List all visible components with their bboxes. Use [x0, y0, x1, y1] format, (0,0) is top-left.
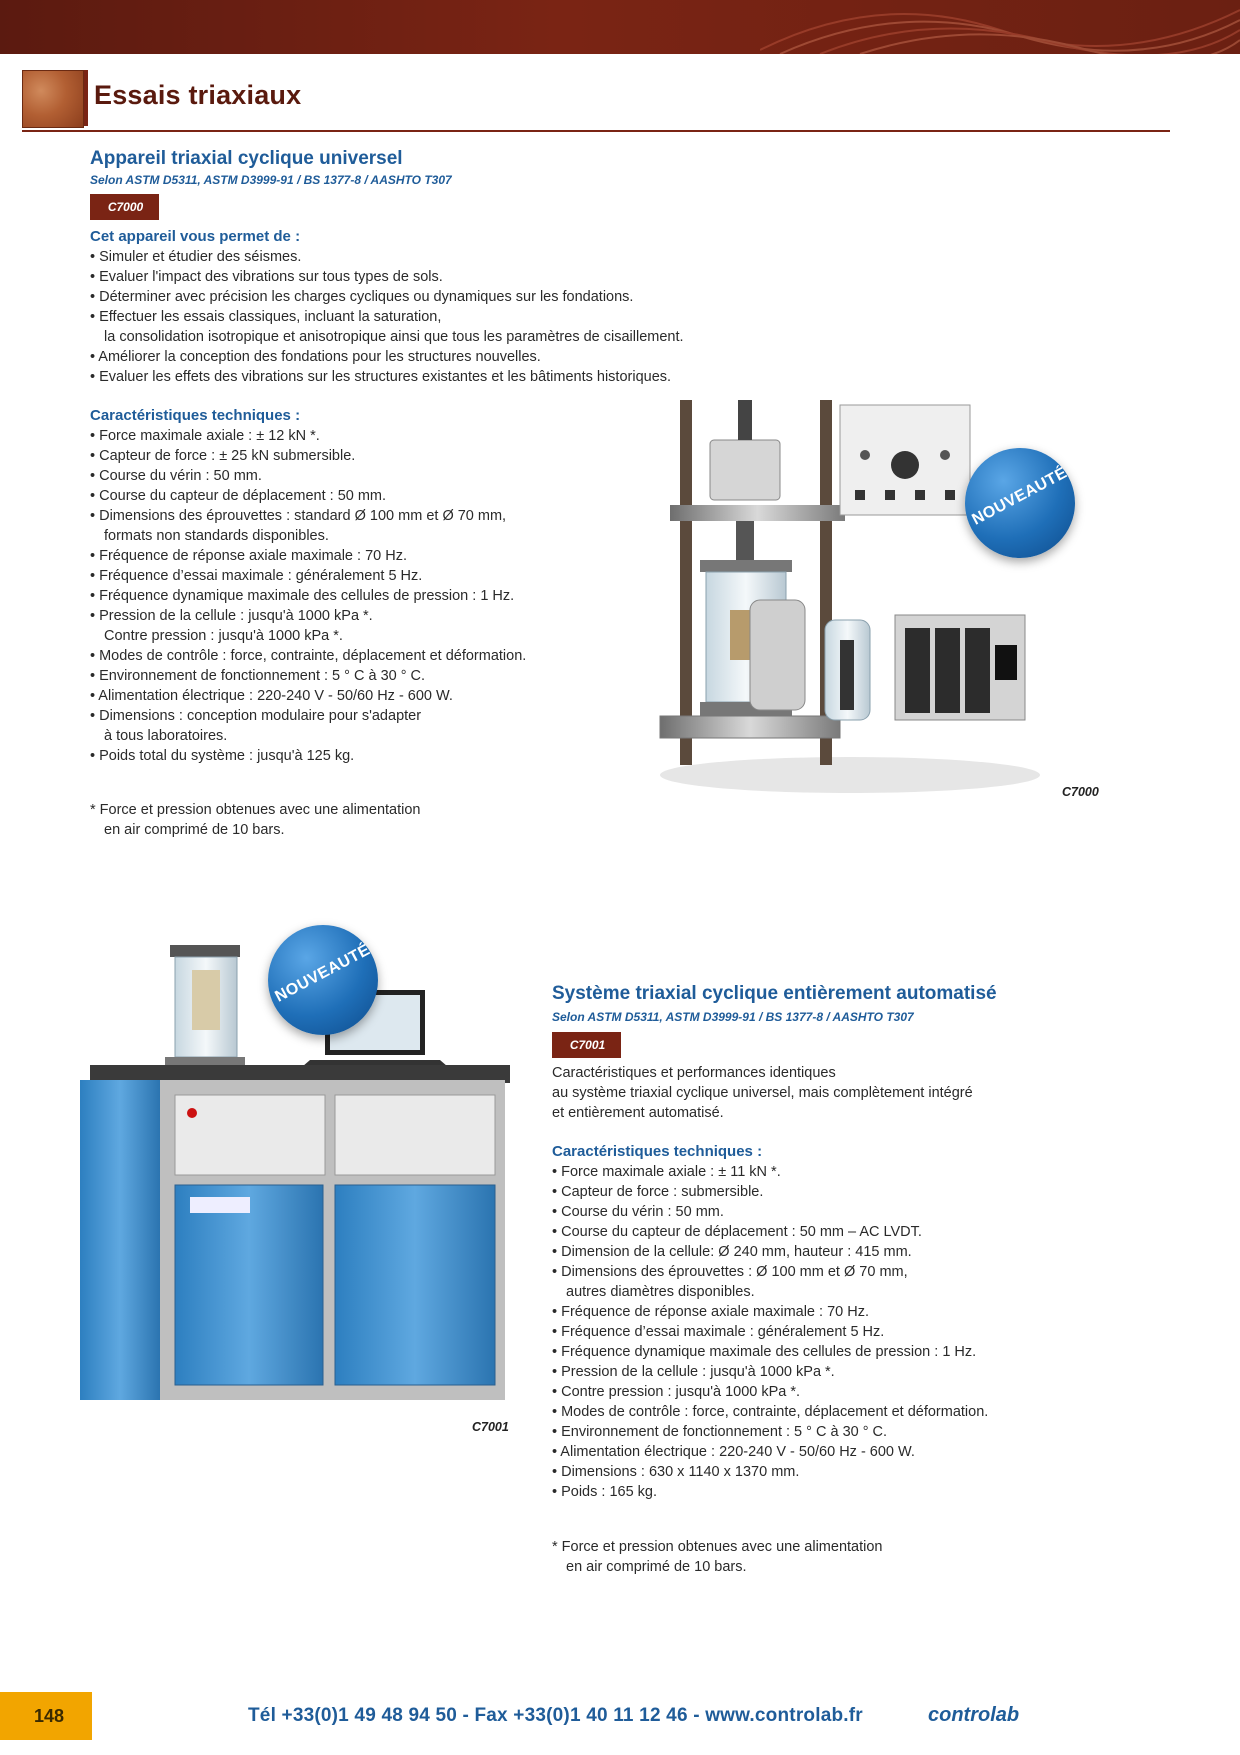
product1-intro-heading: Cet appareil vous permet de : — [90, 228, 301, 245]
list-item: • Force maximale axiale : ± 11 kN *. — [552, 1164, 781, 1180]
list-item: • Fréquence d’essai maximale : généralement 5 Hz. — [552, 1324, 885, 1340]
new-badge-product2 — [268, 925, 378, 1035]
list-item: • Fréquence de réponse axiale maximale : 70 Hz. — [552, 1304, 869, 1320]
product1-title: Appareil triaxial cyclique universel — [90, 148, 403, 169]
product2-specs-list — [552, 1162, 988, 1502]
product1-specs-heading: Caractéristiques techniques : — [90, 407, 301, 424]
product2-desc-line1: Caractéristiques et performances identiques — [552, 1065, 836, 1081]
list-item: • Pression de la cellule : jusqu'à 1000 kPa *. — [90, 608, 373, 624]
product2-note-line1: * Force et pression obtenues avec une alimentation — [552, 1539, 883, 1555]
list-item: • Alimentation électrique : 220-240 V - 50/60 Hz - 600 W. — [90, 688, 453, 704]
product1-image-caption: C7000 — [1062, 785, 1099, 799]
list-item: • Alimentation électrique : 220-240 V - 50/60 Hz - 600 W. — [552, 1444, 915, 1460]
product1-intro-list — [90, 247, 684, 387]
list-item: • Course du vérin : 50 mm. — [90, 468, 262, 484]
footer-contact: Tél +33(0)1 49 48 94 50 - Fax +33(0)1 40 11 12 46 - www.controlab.fr — [248, 1705, 863, 1726]
list-item: • Evaluer l'impact des vibrations sur tous types de sols. — [90, 269, 443, 285]
list-item: • Dimensions : 630 x 1140 x 1370 mm. — [552, 1464, 800, 1480]
product1-specs-list — [90, 426, 526, 766]
list-item: • Effectuer les essais classiques, incluant la saturation, — [90, 309, 442, 325]
page-title: Essais triaxiaux — [94, 80, 302, 110]
list-item: • Course du vérin : 50 mm. — [552, 1204, 724, 1220]
product2-desc-line3: et entièrement automatisé. — [552, 1105, 724, 1121]
product2-image-caption: C7001 — [472, 1420, 509, 1434]
product1-note-line2: en air comprimé de 10 bars. — [104, 822, 285, 838]
list-item: • Course du capteur de déplacement : 50 mm – AC LVDT. — [552, 1224, 922, 1240]
product1-note-line1: * Force et pression obtenues avec une alimentation — [90, 802, 421, 818]
list-item: Contre pression : jusqu'à 1000 kPa *. — [104, 628, 343, 644]
page-number: 148 — [34, 1706, 65, 1726]
list-item: • Contre pression : jusqu'à 1000 kPa *. — [552, 1384, 801, 1400]
list-item: • Course du capteur de déplacement : 50 mm. — [90, 488, 387, 504]
list-item: • Pression de la cellule : jusqu'à 1000 kPa *. — [552, 1364, 835, 1380]
product2-title: Système triaxial cyclique entièrement automatisé — [552, 983, 997, 1004]
list-item: • Dimensions des éprouvettes : standard Ø 100 mm et Ø 70 mm, — [90, 508, 507, 524]
product2-standards: Selon ASTM D5311, ASTM D3999-91 / BS 1377-8 / AASHTO T307 — [552, 1010, 914, 1024]
list-item: • Capteur de force : ± 25 kN submersible. — [90, 448, 356, 464]
list-item: • Environnement de fonctionnement : 5 ° C à 30 ° C. — [90, 668, 426, 684]
product2-ref-badge: C7001 — [552, 1032, 621, 1058]
list-item: • Améliorer la conception des fondations pour les structures nouvelles. — [90, 349, 541, 365]
list-item: formats non standards disponibles. — [104, 528, 329, 544]
badge-label: NOUVEAUTÉ — [272, 941, 374, 1006]
new-badge-product1 — [965, 448, 1075, 558]
footer-logo: controlab — [928, 1704, 1020, 1726]
list-item: • Déterminer avec précision les charges cycliques ou dynamiques sur les fondations. — [90, 289, 634, 305]
product2-note-line2: en air comprimé de 10 bars. — [566, 1559, 747, 1575]
title-accent-bar — [84, 70, 88, 126]
list-item: • Simuler et étudier des séismes. — [90, 249, 302, 265]
list-item: • Fréquence dynamique maximale des cellules de pression : 1 Hz. — [552, 1344, 977, 1360]
list-item: • Fréquence d’essai maximale : généralement 5 Hz. — [90, 568, 423, 584]
list-item: • Dimension de la cellule: Ø 240 mm, hauteur : 415 mm. — [552, 1244, 912, 1260]
list-item: • Dimensions : conception modulaire pour s'adapter — [90, 708, 422, 724]
list-item: • Dimensions des éprouvettes : Ø 100 mm et Ø 70 mm, — [552, 1264, 908, 1280]
list-item: • Force maximale axiale : ± 12 kN *. — [90, 428, 320, 444]
product2-desc-line2: au système triaxial cyclique universel, mais complètement intégré — [552, 1085, 973, 1101]
product1-ref-badge: C7000 — [90, 194, 159, 220]
list-item: autres diamètres disponibles. — [566, 1284, 755, 1300]
product2-specs-heading: Caractéristiques techniques : — [552, 1143, 763, 1160]
badge-label: NOUVEAUTÉ — [969, 464, 1071, 529]
list-item: • Fréquence de réponse axiale maximale : 70 Hz. — [90, 548, 407, 564]
list-item: • Capteur de force : submersible. — [552, 1184, 764, 1200]
list-item: • Evaluer les effets des vibrations sur les structures existantes et les bâtiments historiques. — [90, 369, 672, 385]
banner-swirl-decoration — [760, 0, 1240, 54]
list-item: • Environnement de fonctionnement : 5 ° C à 30 ° C. — [552, 1424, 888, 1440]
soil-texture-thumbnail — [22, 70, 84, 128]
list-item: • Modes de contrôle : force, contrainte, déplacement et déformation. — [90, 648, 527, 664]
list-item: la consolidation isotropique et anisotropique ainsi que tous les paramètres de cisaillement. — [104, 329, 684, 345]
list-item: • Modes de contrôle : force, contrainte, déplacement et déformation. — [552, 1404, 989, 1420]
product1-standards: Selon ASTM D5311, ASTM D3999-91 / BS 1377-8 / AASHTO T307 — [90, 173, 452, 187]
list-item: à tous laboratoires. — [104, 728, 228, 744]
list-item: • Poids : 165 kg. — [552, 1484, 658, 1500]
list-item: • Fréquence dynamique maximale des cellules de pression : 1 Hz. — [90, 588, 515, 604]
list-item: • Poids total du système : jusqu'à 125 kg. — [90, 748, 355, 764]
